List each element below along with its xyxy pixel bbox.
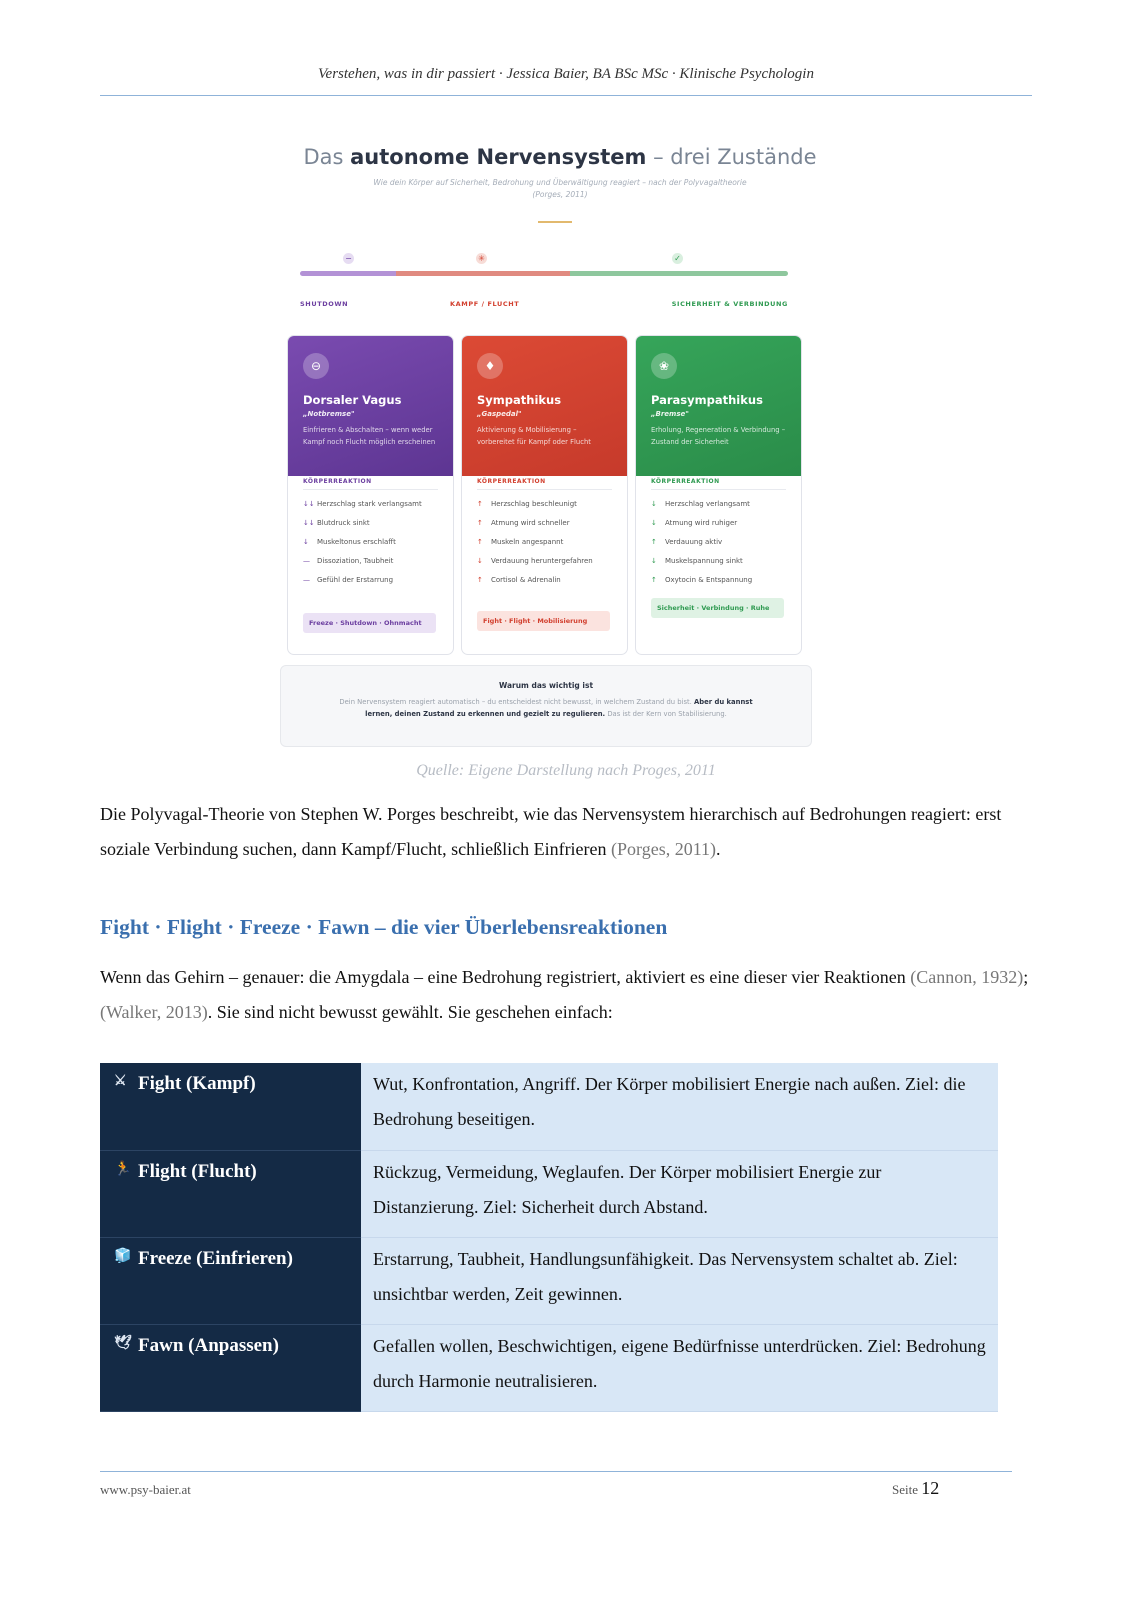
reaction-description-cell: Erstarrung, Taubheit, Handlungsunfähigkeit. Das Nervensystem schaltet ab. Ziel: unsichtbar werden, Zeit gewinnen. [361,1237,998,1324]
list-item: ↑ Oxytocin & Entspannung [651,576,753,584]
dove-icon: 🕊 [114,1335,132,1351]
card-tag: Fight · Flight · Mobilisierung [477,611,610,631]
card-subtitle: „Notbremse" [303,410,355,418]
ice-cube-icon: 🧊 [114,1248,132,1264]
list-item: ↑ Herzschlag beschleunigt [477,500,577,508]
accent-line [538,221,572,223]
table-row [100,1324,998,1411]
card-section-label: KÖRPERREAKTION [477,478,546,485]
reaction-label-cell: 🏃 Flight (Flucht) [100,1150,361,1237]
fight-flight-dot-icon: ✳ [476,253,487,264]
drop-icon: ♦ [477,353,503,379]
card-parasympathikus [635,335,802,655]
card-section-label: KÖRPERREAKTION [303,478,372,485]
card-item-list [303,498,443,593]
running-person-icon: 🏃 [114,1161,132,1177]
page-number: Seite 12 [892,1478,940,1498]
header-divider [100,95,1032,96]
list-item: ↑ Verdauung aktiv [651,538,723,546]
paragraph-amygdala: Wenn das Gehirn – genauer: die Amygdala – eine Bedrohung registriert, aktiviert es eine dieser vier Reaktionen (Cannon, 1932); (Walker, 2013). Sie sind nicht bewusst gewählt. Sie geschehen einfach: [100,967,1029,1022]
table-row [100,1063,998,1150]
why-title: Warum das wichtig ist [498,681,594,690]
reaction-description-cell: Gefallen wollen, Beschwichtigen, eigene Bedürfnisse unterdrücken. Ziel: Bedrohung durch Harmonie neutralisieren. [361,1324,998,1411]
list-item: ↓ Herzschlag verlangsamt [651,500,750,508]
paragraph-polyvagal: Die Polyvagal-Theorie von Stephen W. Porges beschreibt, wie das Nervensystem hierarchisch auf Bedrohungen reagiert: erst soziale Verbindung suchen, dann Kampf/Flucht, schließlich Einfrieren (Porges, 2011). [100,804,1002,859]
scale-bar-red [396,271,570,276]
card-title: Dorsaler Vagus [303,393,402,407]
card-divider [477,489,612,490]
scale-bar-purple [300,271,396,276]
flower-icon: ❀ [651,353,677,379]
list-item: ↓↓ Herzschlag stark verlangsamt [303,500,422,508]
why-important-box [280,665,812,747]
reaction-description-cell: Wut, Konfrontation, Angriff. Der Körper mobilisiert Energie nach außen. Ziel: die Bedrohung beseitigen. [361,1063,998,1150]
card-item-list [477,498,617,593]
figure-subtitle: Wie dein Körper auf Sicherheit, Bedrohung und Überwältigung reagiert – nach der Polyvagaltheorie (Porges, 2011) [373,178,747,199]
shutdown-dot-icon: − [343,253,354,264]
list-item: ↓ Verdauung heruntergefahren [477,557,593,565]
crossed-swords-icon: ⚔ [114,1074,127,1089]
list-item: — Dissoziation, Taubheit [303,557,394,565]
list-item: ↑ Muskeln angespannt [477,538,564,546]
nervous-system-figure [280,140,840,770]
card-description: Aktivierung & Mobilisierung – vorbereitet für Kampf oder Flucht [477,426,591,446]
card-subtitle: „Bremse" [651,410,689,418]
card-description: Einfrieren & Abschalten – wenn weder Kampf noch Flucht möglich erscheinen [303,426,436,446]
card-divider [303,489,438,490]
table-row [100,1237,998,1324]
reaction-label-cell: 🧊 Freeze (Einfrieren) [100,1237,361,1324]
card-item-list [651,498,791,593]
figure-caption: Quelle: Eigene Darstellung nach Proges, 2011 [416,762,716,779]
list-item: ↓ Atmung wird ruhiger [651,519,738,527]
running-header: Verstehen, was in dir passiert · Jessica Baier, BA BSc MSc · Klinische Psychologin [318,66,814,82]
scale-bar-green [570,271,788,276]
scale-label-fight-flight: KAMPF / FLUCHT [450,300,520,308]
scale-label-shutdown: SHUTDOWN [300,300,349,308]
card-title: Sympathikus [477,393,562,407]
card-dorsal-vagus [287,335,454,655]
reaction-label-cell: 🕊 Fawn (Anpassen) [100,1324,361,1411]
card-divider [651,489,786,490]
survival-reactions-table [100,1063,998,1412]
list-item: ↓ Muskeltonus erschlafft [303,538,396,546]
reaction-label-cell: ⚔ Fight (Kampf) [100,1063,361,1150]
card-section-label: KÖRPERREAKTION [651,478,720,485]
citation: (Cannon, 1932) [910,967,1024,987]
reaction-description-cell: Rückzug, Vermeidung, Weglaufen. Der Körper mobilisiert Energie zur Distanzierung. Ziel: Sicherheit durch Abstand. [361,1150,998,1237]
citation: (Porges, 2011) [611,839,717,859]
footer-website: www.psy-baier.at [100,1482,191,1497]
list-item: ↓ Muskelspannung sinkt [651,557,743,565]
card-description: Erholung, Regeneration & Verbindung – Zustand der Sicherheit [651,426,786,446]
card-tag: Freeze · Shutdown · Ohnmacht [303,613,436,633]
list-item: ↑ Cortisol & Adrenalin [477,576,561,584]
card-subtitle: „Gaspedal" [477,410,522,418]
citation: (Walker, 2013) [100,1002,208,1022]
list-item: — Gefühl der Erstarrung [303,576,394,584]
list-item: ↓↓ Blutdruck sinkt [303,519,370,527]
scale-label-safety: SICHERHEIT & VERBINDUNG [671,300,788,308]
safety-dot-icon: ✓ [672,253,683,264]
card-tag: Sicherheit · Verbindung · Ruhe [651,598,784,618]
minus-circle-icon: ⊖ [303,353,329,379]
why-text: Dein Nervensystem reagiert automatisch – du entscheidest nicht bewusst, in welchem Zustand du bist. Aber du kannst lernen, deinen Zustand zu erkennen und gezielt zu regulieren. Das ist der Kern von Stabilisierung. [339,698,753,718]
figure-title: Das autonome Nervensystem – drei Zustände [303,145,817,169]
footer-divider [100,1471,1012,1472]
card-title: Parasympathikus [651,393,763,407]
section-heading: Fight · Flight · Freeze · Fawn – die vier Überlebensreaktionen [100,915,668,939]
list-item: ↑ Atmung wird schneller [477,519,570,527]
table-row [100,1150,998,1237]
card-sympathikus [461,335,628,655]
